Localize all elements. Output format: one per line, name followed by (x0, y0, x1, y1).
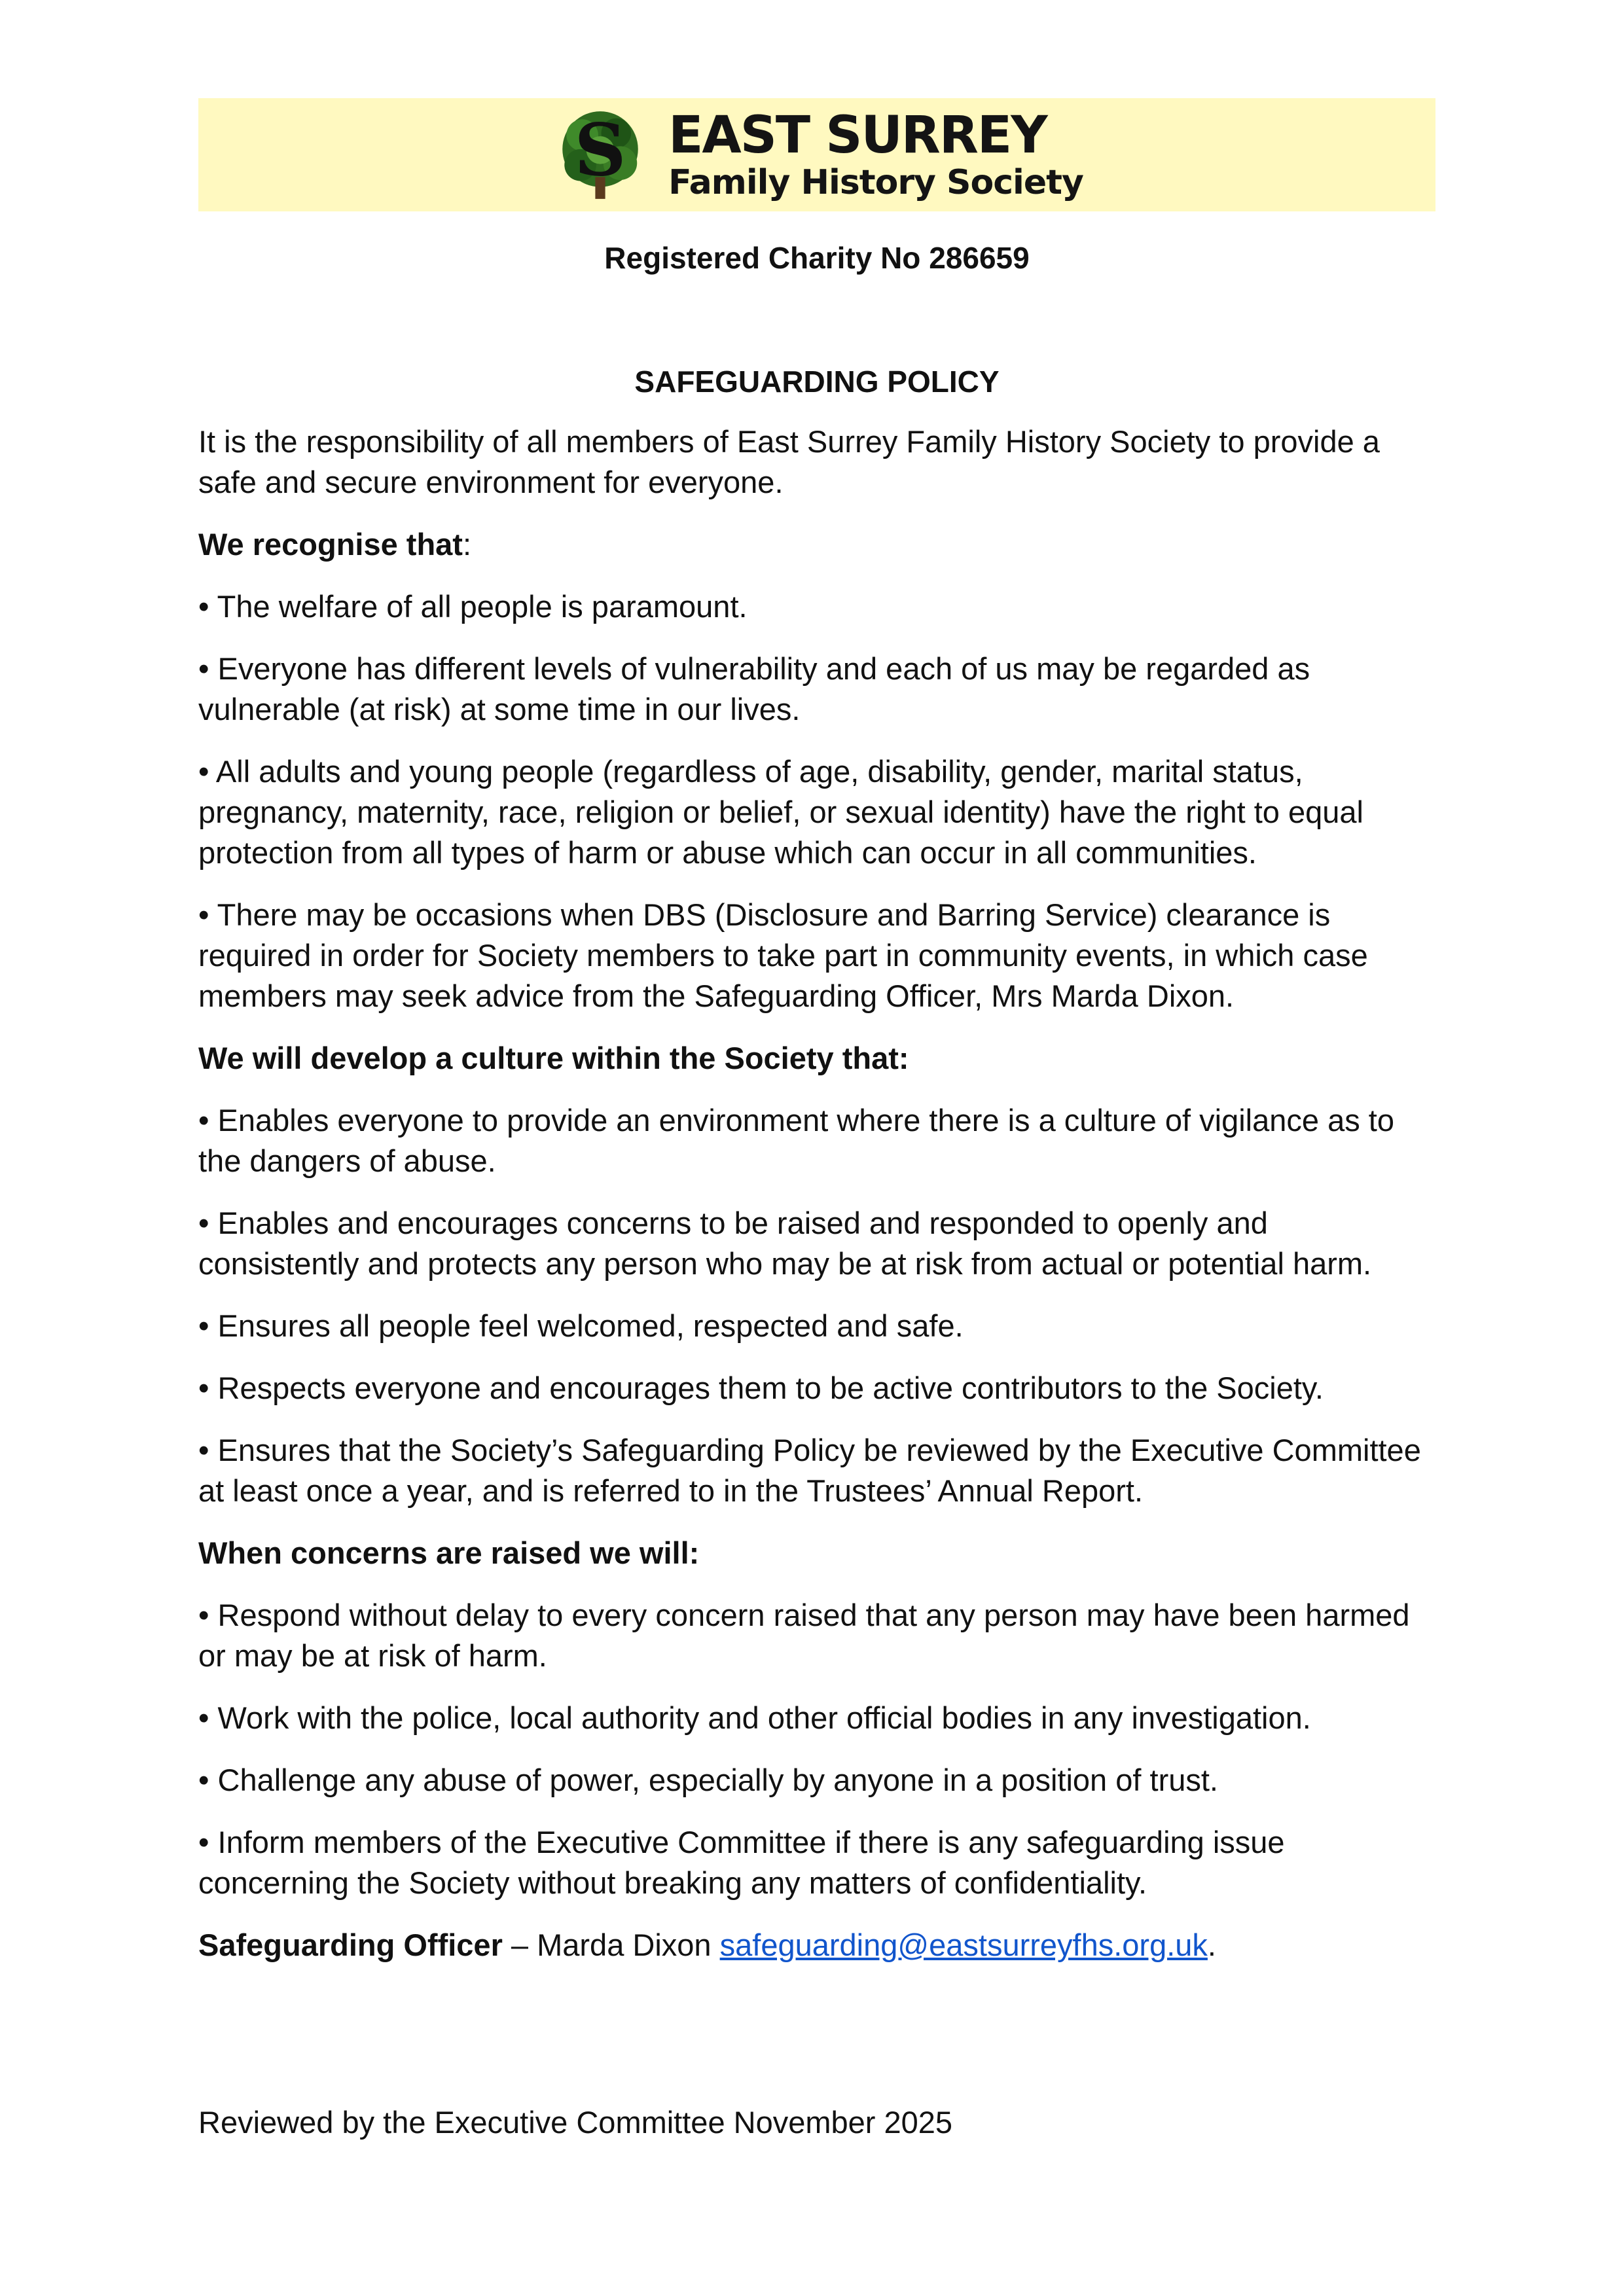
officer-name: – Marda Dixon (502, 1928, 720, 1962)
svg-text:S: S (574, 107, 626, 192)
list-item: • Work with the police, local authority and other official bodies in any investigation. (198, 1700, 1311, 1735)
intro-paragraph: It is the responsibility of all members of East Surrey Family History Society to provide a safe and secure environment for everyone. (198, 424, 1380, 499)
recognise-heading-text: We recognise that (198, 527, 463, 562)
officer-line-end: . (1207, 1928, 1216, 1962)
header-banner (198, 98, 1435, 211)
policy-body (198, 422, 1435, 1965)
officer-label: Safeguarding Officer (198, 1928, 503, 1962)
tree-s-logo-icon (550, 105, 650, 205)
list-item: • Enables and encourages concerns to be raised and responded to openly and consistently and protects any person who may be at risk from actual or potential harm. (198, 1206, 1372, 1281)
logo-title: EAST SURREY (668, 105, 1047, 165)
concerns-heading: When concerns are raised we will: (198, 1535, 700, 1570)
page-title: SAFEGUARDING POLICY (634, 365, 1000, 399)
list-item: • Challenge any abuse of power, especially by anyone in a position of trust. (198, 1763, 1218, 1797)
list-item: • There may be occasions when DBS (Disclosure and Barring Service) clearance is required in order for Society members to take part in community events, in which case members may seek advice from the Safeguarding Officer, Mrs Marda Dixon. (198, 897, 1368, 1013)
policy-page (198, 98, 1435, 2140)
list-item: • Ensures that the Society’s Safeguarding Policy be reviewed by the Executive Committee at least once a year, and is referred to in the Trustees’ Annual Report. (198, 1433, 1421, 1508)
safeguarding-officer-line (198, 1925, 1435, 1965)
list-item: • Respond without delay to every concern raised that any person may have been harmed or may be at risk of harm. (198, 1598, 1410, 1673)
culture-heading: We will develop a culture within the Society that: (198, 1041, 909, 1075)
list-item: • Ensures all people feel welcomed, respected and safe. (198, 1308, 964, 1343)
logo-subtitle: Family History Society (668, 162, 1083, 202)
list-item: • The welfare of all people is paramount. (198, 589, 748, 624)
list-item: • All adults and young people (regardless of age, disability, gender, marital status, pregnancy, maternity, race, religion or belief, or sexual identity) have the right to equal protection from all types of harm or abuse which can occur in all communities. (198, 754, 1363, 870)
recognise-heading (198, 524, 1435, 565)
review-note: Reviewed by the Executive Committee November 2025 (198, 2105, 953, 2140)
list-item: • Respects everyone and encourages them to be active contributors to the Society. (198, 1371, 1324, 1405)
list-item: • Inform members of the Executive Committee if there is any safeguarding issue concerning the Society without breaking any matters of confidentiality. (198, 1825, 1285, 1900)
list-item: • Enables everyone to provide an environment where there is a culture of vigilance as to the dangers of abuse. (198, 1103, 1394, 1178)
officer-email-link[interactable]: safeguarding@eastsurreyfhs.org.uk (719, 1928, 1208, 1962)
charity-number: Registered Charity No 286659 (604, 241, 1030, 275)
society-logo (550, 105, 1083, 205)
recognise-heading-colon: : (462, 527, 472, 562)
list-item: • Everyone has different levels of vulnerability and each of us may be regarded as vulnerable (at risk) at some time in our lives. (198, 651, 1310, 726)
